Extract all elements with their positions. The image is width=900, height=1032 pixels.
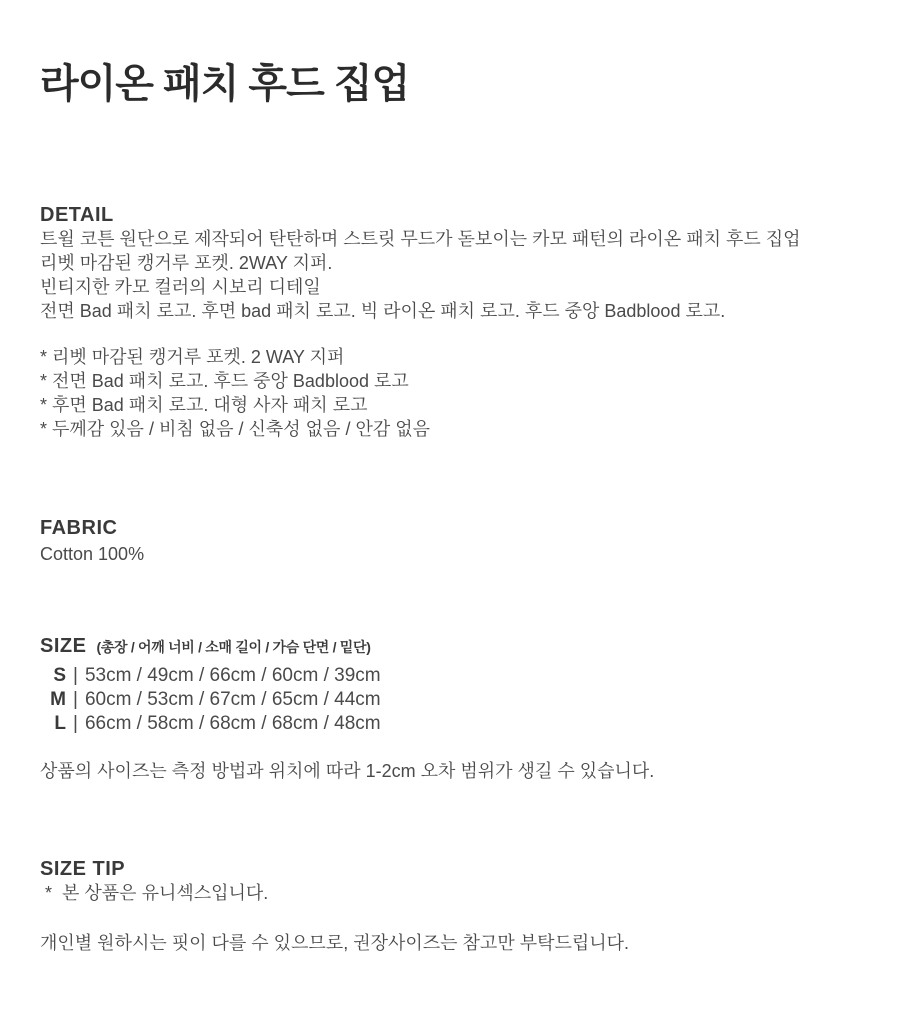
size-row-label: L: [54, 713, 66, 734]
detail-line: 전면 Bad 패치 로고. 후면 bad 패치 로고. 빅 라이온 패치 로고. 후드 중앙 Badblood 로고.: [40, 301, 726, 321]
detail-heading: DETAIL: [40, 204, 114, 226]
size-section: [40, 634, 860, 783]
size-columns-note: (총장 / 어깨 너비 / 소매 길이 / 가슴 단면 / 밑단): [96, 639, 371, 655]
product-description-page: [0, 62, 900, 955]
detail-line: 트윌 코튼 원단으로 제작되어 탄탄하며 스트릿 무드가 돋보이는 카모 패턴의 라이온 패치 후드 집업: [40, 229, 801, 249]
detail-bullet: * 두께감 있음 / 비침 없음 / 신축성 없음 / 안감 없음: [40, 419, 431, 439]
size-heading: SIZE: [40, 635, 87, 657]
size-row-values: 60cm / 53cm / 67cm / 65cm / 44cm: [84, 689, 381, 710]
detail-bullet: * 전면 Bad 패치 로고. 후드 중앙 Badblood 로고: [40, 371, 409, 391]
size-row-separator: |: [73, 665, 78, 686]
size-tip-fit-note: 개인별 원하시는 핏이 다를 수 있으므로, 권장사이즈는 참고만 부탁드립니다.: [40, 933, 630, 953]
detail-line: 빈티지한 카모 컬러의 시보리 디테일: [40, 277, 321, 297]
size-row-separator: |: [73, 689, 78, 710]
size-row-m: [40, 688, 860, 712]
fabric-section: [40, 516, 860, 566]
size-table: [40, 664, 860, 736]
detail-paragraph: [40, 227, 860, 323]
size-tip-section: [40, 857, 860, 955]
size-row-separator: |: [73, 713, 78, 734]
size-row-label: M: [50, 689, 66, 710]
size-tip-unisex-note: * 본 상품은 유니섹스입니다.: [40, 883, 269, 903]
fabric-heading: FABRIC: [40, 517, 118, 539]
detail-bullet-list: [40, 345, 860, 441]
product-title: 라이온 패치 후드 집업: [40, 62, 410, 106]
detail-section: [40, 203, 860, 441]
size-row-s: [40, 664, 860, 688]
size-row-values: 53cm / 49cm / 66cm / 60cm / 39cm: [84, 665, 381, 686]
detail-bullet: * 리벳 마감된 캥거루 포켓. 2 WAY 지퍼: [40, 347, 345, 367]
size-tip-heading: SIZE TIP: [40, 858, 126, 880]
size-row-label: S: [53, 665, 66, 686]
fabric-value: Cotton 100%: [40, 544, 145, 564]
detail-line: 리벳 마감된 캥거루 포켓. 2WAY 지퍼.: [40, 253, 333, 273]
size-row-values: 66cm / 58cm / 68cm / 68cm / 48cm: [84, 713, 381, 734]
size-row-l: [40, 712, 860, 736]
size-heading-row: [40, 634, 860, 658]
detail-bullet: * 후면 Bad 패치 로고. 대형 사자 패치 로고: [40, 395, 368, 415]
size-tolerance-note: 상품의 사이즈는 측정 방법과 위치에 따라 1-2cm 오차 범위가 생길 수 있습니다.: [40, 761, 655, 781]
